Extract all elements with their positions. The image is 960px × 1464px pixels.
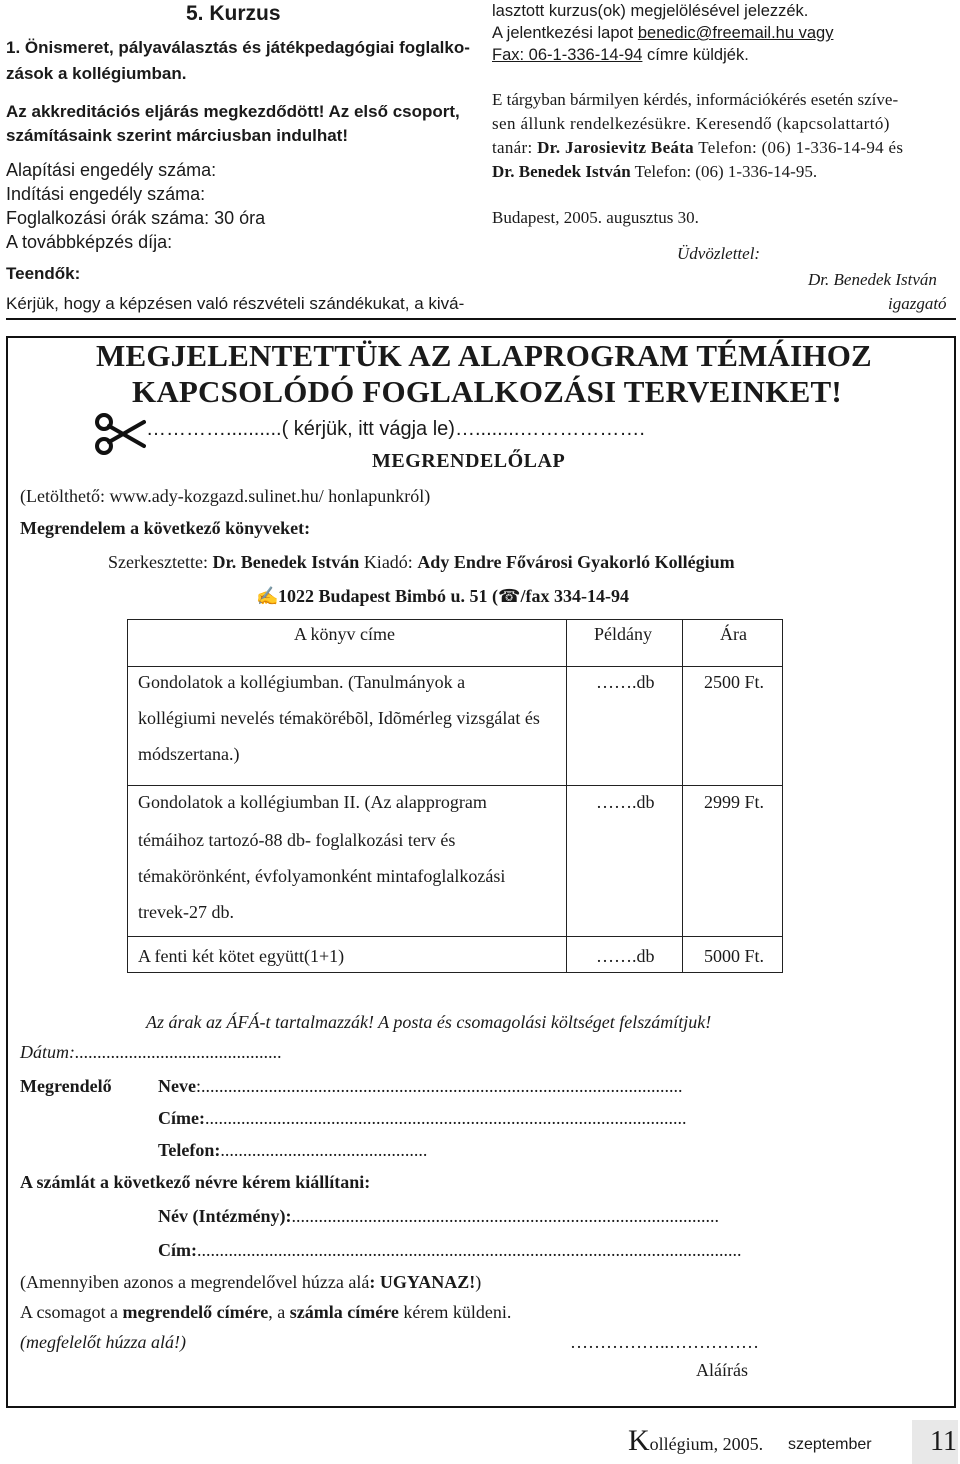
shipping-invoice[interactable]: számla címére bbox=[289, 1302, 399, 1322]
course-name-line1: 1. Önismeret, pályaválasztás és játékpedagógiai foglalko- bbox=[6, 38, 470, 57]
book3-title-line1: A fenti két kötet együtt(1+1) bbox=[138, 946, 345, 966]
shipping-note bbox=[20, 1302, 511, 1323]
fax-suffix: címre küldjék. bbox=[642, 46, 749, 64]
table-col-rule-2 bbox=[682, 619, 683, 973]
underline-note: (megfelelőt húzza alá!) bbox=[20, 1332, 186, 1352]
th-quantity: Példány bbox=[594, 624, 652, 644]
publisher-name: Ady Endre Fővárosi Gyakorló Kollégium bbox=[417, 552, 735, 572]
book2-title-line2: témáihoz tartozó-88 db- foglalkozási terv és bbox=[138, 830, 456, 850]
book2-title-line1: Gondolatok a kollégiumban II. (Az alapprogram bbox=[138, 792, 487, 812]
contact2-name: Dr. Benedek István bbox=[492, 162, 631, 181]
book1-title-line1: Gondolatok a kollégiumban. (Tanulmányok a bbox=[138, 672, 466, 692]
course-title: 5. Kurzus bbox=[186, 2, 281, 25]
orderer-address-dots: ........................................................................................................... bbox=[204, 1108, 687, 1128]
fax-link[interactable]: Fax: 06-1-336-14-94 bbox=[492, 46, 643, 64]
tasks-label: Teendők: bbox=[6, 264, 81, 283]
right-line2 bbox=[492, 24, 833, 43]
magazine-initial: K bbox=[628, 1424, 650, 1457]
date-field[interactable]: Dátum:.............................................. bbox=[20, 1042, 282, 1062]
th-price: Ára bbox=[720, 624, 747, 644]
signer-name: Dr. Benedek István bbox=[808, 270, 937, 289]
course-name-line2: zások a kollégiumban. bbox=[6, 64, 187, 83]
contact1-name: Dr. Jarosievitz Beáta bbox=[537, 138, 694, 157]
book1-quantity[interactable]: …….db bbox=[596, 672, 655, 692]
editor-label: Szerkesztette: bbox=[108, 552, 213, 572]
invoice-label: A számlát a következő névre kérem kiállítani: bbox=[20, 1172, 371, 1192]
headline-line1: MEGJELENTETTÜK AZ ALAPROGRAM TÉMÁIHOZ bbox=[96, 338, 872, 373]
footer-month: szeptember bbox=[788, 1436, 872, 1453]
orderer-name-label: Neve bbox=[158, 1076, 196, 1096]
orderer-address-label: Címe: bbox=[158, 1108, 205, 1128]
book1-title-line2: kollégiumi nevelés témakörébõl, Idõmérleg vizsgálat és bbox=[138, 708, 540, 728]
same-note bbox=[20, 1272, 481, 1293]
book3-price: 5000 Ft. bbox=[704, 946, 765, 966]
signer-title: igazgató bbox=[888, 294, 947, 313]
book1-title-line3: módszertana.) bbox=[138, 744, 240, 764]
request-line: Kérjük, hogy a képzésen való részvételi szándékukat, a kivá- bbox=[6, 294, 465, 313]
cut-line: …………..........( kérjük, itt vágja le)…........………………. bbox=[146, 418, 645, 440]
book2-price: 2999 Ft. bbox=[704, 792, 765, 812]
greeting: Üdvözlettel: bbox=[677, 244, 761, 263]
scissors-icon bbox=[92, 412, 146, 456]
shipping-orderer[interactable]: megrendelő címére bbox=[122, 1302, 269, 1322]
book2-title-line4: trevek-27 db. bbox=[138, 902, 234, 922]
info-line4 bbox=[492, 162, 817, 182]
shipping-suffix: kérem küldeni. bbox=[398, 1302, 512, 1322]
table-col-rule-1 bbox=[566, 619, 567, 973]
same-note-close: ) bbox=[475, 1272, 482, 1292]
publisher-label: Kiadó: bbox=[359, 552, 418, 572]
orderer-label: Megrendelő bbox=[20, 1076, 112, 1096]
table-row-rule-2 bbox=[127, 936, 783, 937]
book2-quantity[interactable]: …….db bbox=[596, 792, 655, 812]
book2-title-line3: témakörönként, évfolyamonként mintafoglalkozási bbox=[138, 866, 506, 886]
shipping-prefix: A csomagot a bbox=[20, 1302, 123, 1322]
right-line3 bbox=[492, 46, 749, 65]
email-link[interactable]: benedic@freemail.hu vagy bbox=[637, 24, 834, 42]
orderer-phone-field[interactable] bbox=[158, 1140, 427, 1161]
contact1-phone: Telefon: (06) 1-336-14-94 és bbox=[693, 138, 904, 157]
info-line2: sen állunk rendelkezésükre. Keresendő (kapcsolattartó) bbox=[492, 114, 890, 133]
divider-top bbox=[6, 318, 956, 320]
editor-publisher-line bbox=[108, 552, 735, 573]
editor-name: Dr. Benedek István bbox=[212, 552, 360, 572]
orderer-phone-dots: .............................................. bbox=[220, 1140, 428, 1160]
invoice-address-dots: ......................................................................................................................... bbox=[197, 1240, 742, 1260]
headline-line2: KAPCSOLÓDÓ FOGLALKOZÁSI TERVEINKET! bbox=[132, 374, 842, 409]
founding-permit: Alapítási engedély száma: bbox=[6, 160, 217, 180]
orderer-phone-label: Telefon: bbox=[158, 1140, 221, 1160]
signature-line[interactable]: ……………..…………… bbox=[570, 1332, 759, 1352]
accreditation-line1: Az akkreditációs eljárás megkezdődött! Az első csoport, bbox=[6, 102, 460, 121]
footer-magazine bbox=[628, 1424, 763, 1458]
application-text: A jelentkezési lapot bbox=[492, 24, 638, 42]
invoice-name-field[interactable] bbox=[158, 1206, 719, 1227]
phone-icon: ☎ bbox=[498, 586, 521, 606]
course-fee: A továbbképzés díja: bbox=[6, 232, 173, 252]
invoice-address-label: Cím: bbox=[158, 1240, 197, 1260]
download-note: (Letölthető: www.ady-kozgazd.sulinet.hu/ honlapunkról) bbox=[20, 486, 431, 506]
book3-quantity[interactable]: …….db bbox=[596, 946, 655, 966]
vat-note: Az árak az ÁFÁ-t tartalmazzák! A posta és csomagolási költséget felszámítjuk! bbox=[146, 1012, 712, 1032]
same-note-keyword: : UGYANAZ! bbox=[369, 1272, 476, 1292]
orderer-address-field[interactable] bbox=[158, 1108, 686, 1129]
info-line3 bbox=[492, 138, 903, 158]
start-permit: Indítási engedély száma: bbox=[6, 184, 206, 204]
th-title: A könyv címe bbox=[294, 624, 395, 644]
orderer-name-field[interactable] bbox=[158, 1076, 683, 1097]
same-note-text: (Amennyiben azonos a megrendelővel húzza alá bbox=[20, 1272, 370, 1292]
shipping-middle: , a bbox=[268, 1302, 290, 1322]
table-row-rule-1 bbox=[127, 785, 783, 786]
phone-text: /fax 334-14-94 bbox=[520, 586, 629, 606]
table-header-rule bbox=[127, 666, 783, 667]
right-line1: lasztott kurzus(ok) megjelölésével jelezzék. bbox=[492, 2, 809, 20]
signature-label: Aláírás bbox=[696, 1360, 748, 1380]
address-line bbox=[256, 586, 629, 607]
order-intro: Megrendelem a következő könyveket: bbox=[20, 518, 311, 538]
teacher-label: tanár: bbox=[492, 138, 538, 157]
address-text: 1022 Budapest Bimbó u. 51 ( bbox=[278, 586, 499, 606]
hours: Foglalkozási órák száma: 30 óra bbox=[6, 208, 266, 228]
place-date: Budapest, 2005. augusztus 30. bbox=[492, 208, 699, 227]
contact2-phone: Telefon: (06) 1-336-14-95. bbox=[630, 162, 818, 181]
invoice-address-field[interactable] bbox=[158, 1240, 742, 1261]
envelope-icon: ✍ bbox=[256, 586, 279, 606]
accreditation-line2: számításaink szerint márciusban indulhat! bbox=[6, 126, 348, 145]
orderer-name-dots: :........................................................................................................... bbox=[195, 1076, 683, 1096]
form-title: MEGRENDELŐLAP bbox=[372, 450, 566, 472]
invoice-name-label: Név (Intézmény): bbox=[158, 1206, 292, 1226]
page-number: 11 bbox=[930, 1426, 957, 1457]
info-line1: E tárgyban bármilyen kérdés, információkérés esetén szíve- bbox=[492, 90, 899, 109]
magazine-name-date: ollégium, 2005. bbox=[649, 1434, 764, 1454]
invoice-name-dots: ............................................................................................... bbox=[291, 1206, 719, 1226]
book1-price: 2500 Ft. bbox=[704, 672, 765, 692]
